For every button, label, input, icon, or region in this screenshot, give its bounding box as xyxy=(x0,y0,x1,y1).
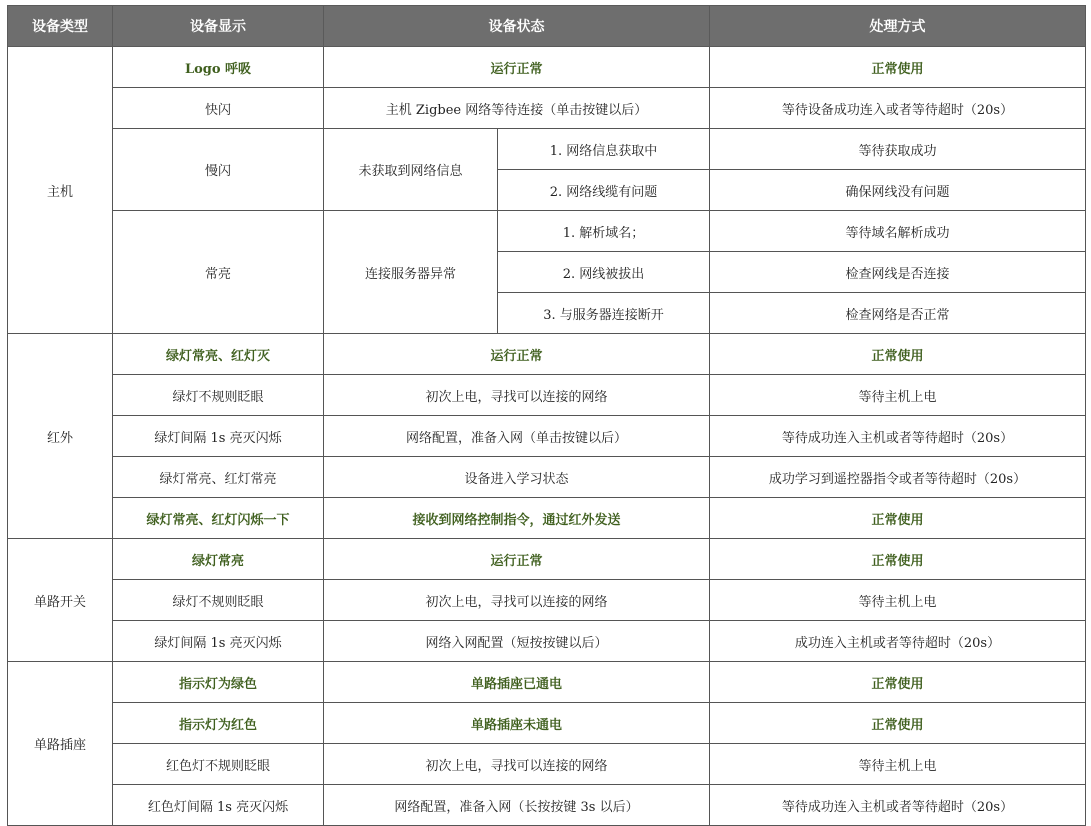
handling-cell: 成功学习到遥控器指令或者等待超时（20s） xyxy=(710,457,1086,498)
handling-cell: 等待获取成功 xyxy=(710,129,1086,170)
handling-cell: 等待成功连入主机或者等待超时（20s） xyxy=(710,785,1086,826)
status-cell: 接收到网络控制指令，通过红外发送 xyxy=(324,498,710,539)
header-handling: 处理方式 xyxy=(710,6,1086,47)
status-detail-cell: 1. 解析域名； xyxy=(498,211,710,252)
handling-cell: 检查网络是否正常 xyxy=(710,293,1086,334)
status-cell: 单路插座未通电 xyxy=(324,703,710,744)
display-cell: 绿灯间隔 1s 亮灭闪烁 xyxy=(113,416,324,457)
handling-cell: 确保网线没有问题 xyxy=(710,170,1086,211)
status-cell: 初次上电，寻找可以连接的网络 xyxy=(324,375,710,416)
table-row xyxy=(8,662,1086,703)
display-cell: 指示灯为绿色 xyxy=(113,662,324,703)
table-row xyxy=(8,457,1086,498)
table-row xyxy=(8,703,1086,744)
table-row xyxy=(8,47,1086,88)
status-detail-cell: 2. 网线被拔出 xyxy=(498,252,710,293)
display-cell: 慢闪 xyxy=(113,129,324,211)
status-cell: 运行正常 xyxy=(324,47,710,88)
header-device-type: 设备类型 xyxy=(8,6,113,47)
status-cell: 未获取到网络信息 xyxy=(324,129,498,211)
display-cell: 绿灯常亮、红灯闪烁一下 xyxy=(113,498,324,539)
handling-cell: 等待设备成功连入或者等待超时（20s） xyxy=(710,88,1086,129)
status-cell: 初次上电，寻找可以连接的网络 xyxy=(324,744,710,785)
status-cell: 网络配置，准备入网（长按按键 3s 以后） xyxy=(324,785,710,826)
display-cell: 绿灯不规则眨眼 xyxy=(113,375,324,416)
device-type-infrared: 红外 xyxy=(8,334,113,539)
header-row xyxy=(8,6,1086,47)
display-cell: 绿灯常亮 xyxy=(113,539,324,580)
handling-cell: 成功连入主机或者等待超时（20s） xyxy=(710,621,1086,662)
table-row xyxy=(8,211,1086,252)
handling-cell: 正常使用 xyxy=(710,703,1086,744)
display-cell: Logo 呼吸 xyxy=(113,47,324,88)
display-cell: 指示灯为红色 xyxy=(113,703,324,744)
handling-cell: 正常使用 xyxy=(710,47,1086,88)
handling-cell: 等待成功连入主机或者等待超时（20s） xyxy=(710,416,1086,457)
display-cell: 红色灯间隔 1s 亮灭闪烁 xyxy=(113,785,324,826)
handling-cell: 等待主机上电 xyxy=(710,744,1086,785)
device-type-host: 主机 xyxy=(8,47,113,334)
header-device-status: 设备状态 xyxy=(324,6,710,47)
table-row xyxy=(8,580,1086,621)
handling-cell: 正常使用 xyxy=(710,539,1086,580)
handling-cell: 等待主机上电 xyxy=(710,580,1086,621)
status-cell: 初次上电，寻找可以连接的网络 xyxy=(324,580,710,621)
status-cell: 运行正常 xyxy=(324,334,710,375)
table-row xyxy=(8,334,1086,375)
status-cell: 主机 Zigbee 网络等待连接（单击按键以后） xyxy=(324,88,710,129)
status-cell: 连接服务器异常 xyxy=(324,211,498,334)
table-row xyxy=(8,129,1086,170)
display-cell: 常亮 xyxy=(113,211,324,334)
status-cell: 网络入网配置（短按按键以后） xyxy=(324,621,710,662)
table-row xyxy=(8,539,1086,580)
handling-cell: 正常使用 xyxy=(710,334,1086,375)
display-cell: 红色灯不规则眨眼 xyxy=(113,744,324,785)
display-cell: 绿灯不规则眨眼 xyxy=(113,580,324,621)
table-row xyxy=(8,744,1086,785)
status-cell: 单路插座已通电 xyxy=(324,662,710,703)
handling-cell: 检查网线是否连接 xyxy=(710,252,1086,293)
status-cell: 设备进入学习状态 xyxy=(324,457,710,498)
handling-cell: 等待主机上电 xyxy=(710,375,1086,416)
table-row xyxy=(8,416,1086,457)
table-row xyxy=(8,621,1086,662)
status-cell: 网络配置，准备入网（单击按键以后） xyxy=(324,416,710,457)
handling-cell: 等待域名解析成功 xyxy=(710,211,1086,252)
table-row xyxy=(8,785,1086,826)
display-cell: 绿灯常亮、红灯灭 xyxy=(113,334,324,375)
status-cell: 运行正常 xyxy=(324,539,710,580)
device-status-table xyxy=(7,5,1086,826)
status-detail-cell: 1. 网络信息获取中 xyxy=(498,129,710,170)
handling-cell: 正常使用 xyxy=(710,498,1086,539)
table-row xyxy=(8,498,1086,539)
device-type-switch: 单路开关 xyxy=(8,539,113,662)
display-cell: 绿灯常亮、红灯常亮 xyxy=(113,457,324,498)
handling-cell: 正常使用 xyxy=(710,662,1086,703)
status-detail-cell: 3. 与服务器连接断开 xyxy=(498,293,710,334)
table-row xyxy=(8,375,1086,416)
device-type-socket: 单路插座 xyxy=(8,662,113,826)
table-row xyxy=(8,88,1086,129)
display-cell: 快闪 xyxy=(113,88,324,129)
header-device-display: 设备显示 xyxy=(113,6,324,47)
status-detail-cell: 2. 网络线缆有问题 xyxy=(498,170,710,211)
display-cell: 绿灯间隔 1s 亮灭闪烁 xyxy=(113,621,324,662)
